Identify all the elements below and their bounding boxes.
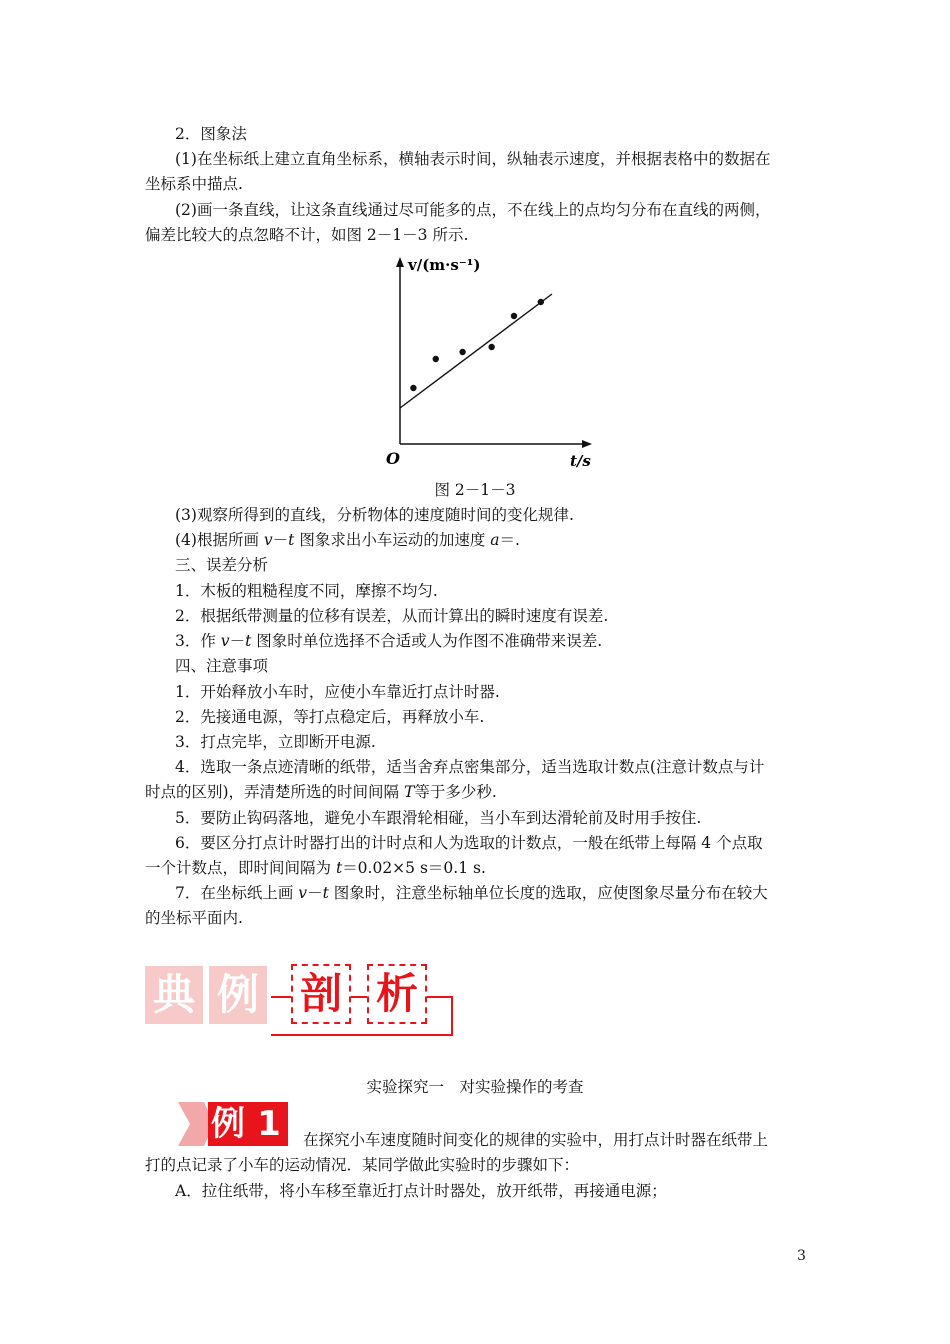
- banner-char-2: 例: [216, 970, 259, 1019]
- note-item-7-line-1: 7．在坐标纸上画 v－t 图象时，注意坐标轴单位长度的选取，应使图象尽量分布在较大: [175, 884, 768, 902]
- data-point-3: [459, 349, 465, 355]
- figure-caption: 图 2－1－3: [434, 481, 516, 499]
- data-point-2: [433, 356, 439, 362]
- x-axis-label: t/s: [570, 452, 591, 470]
- x-axis-arrow: [582, 440, 592, 448]
- data-point-5: [511, 313, 517, 319]
- data-point-6: [538, 299, 544, 305]
- velocity-time-chart: [380, 250, 610, 480]
- error-item-1: 1．木板的粗糙程度不同，摩擦不均匀.: [175, 582, 438, 600]
- banner-underline-bottom: [271, 1034, 453, 1036]
- y-axis-label: v/(m·s⁻¹): [408, 256, 481, 274]
- origin-label: O: [386, 449, 400, 468]
- chart-points-group: [410, 299, 544, 391]
- data-point-1: [410, 385, 416, 391]
- paragraph-1-line-2: 坐标系中描点.: [145, 175, 243, 193]
- paragraph-2-line-2: 偏差比较大的点忽略不计，如图 2－1－3 所示.: [145, 226, 469, 244]
- note-item-4-line-1: 4．选取一条点迹清晰的纸带，适当舍弃点密集部分，适当选取计数点(注意计数点与计: [175, 758, 765, 776]
- error-item-3: 3．作 v－t 图象时单位选择不合适或人为作图不准确带来误差.: [175, 632, 603, 650]
- note-item-2: 2．先接通电源，等打点稳定后，再释放小车.: [175, 708, 485, 726]
- chart-fit-line-group: [400, 294, 552, 408]
- example-heading: 实验探究一 对实验操作的考查: [366, 1078, 584, 1096]
- note-item-3: 3．打点完毕，立即断开电源.: [175, 733, 376, 751]
- fit-line: [400, 294, 552, 408]
- note-item-1: 1．开始释放小车时，应使小车靠近打点计时器.: [175, 683, 500, 701]
- data-point-4: [488, 344, 494, 350]
- note-item-4-line-2: 时点的区别)，弄清楚所选的时间间隔 T等于多少秒.: [145, 783, 497, 801]
- section-4-title: 四、注意事项: [175, 657, 269, 675]
- section-2-title: 2．图象法: [175, 125, 247, 143]
- banner-right-edge: [451, 996, 453, 1036]
- chart-axes: [396, 257, 592, 448]
- note-item-6-line-2: 一个计数点，即时间间隔为 t＝0.02×5 s＝0.1 s.: [145, 859, 486, 877]
- paragraph-1-line-1: (1)在坐标纸上建立直角坐标系，横轴表示时间，纵轴表示速度，并根据表格中的数据在: [175, 150, 771, 168]
- example-1-badge: [178, 1102, 288, 1146]
- y-axis-arrow: [396, 257, 404, 267]
- banner-char-1: 典: [152, 970, 195, 1019]
- note-item-5: 5．要防止钩码落地，避免小车跟滑轮相碰，当小车到达滑轮前及时用手按住.: [175, 809, 702, 827]
- example-badge-number: 1: [257, 1104, 281, 1144]
- banner-char-4: 析: [375, 969, 418, 1018]
- paragraph-4: (4)根据所画 v－t 图象求出小车运动的加速度 a＝.: [175, 531, 520, 549]
- note-item-7-line-2: 的坐标平面内.: [145, 909, 243, 927]
- note-item-6-line-1: 6．要区分打点计时器打出的计时点和人为选取的计数点，一般在纸带上每隔 4 个点取: [175, 834, 763, 852]
- banner-char-3: 剖: [299, 969, 342, 1018]
- page-number: 3: [797, 1248, 806, 1264]
- section-3-title: 三、误差分析: [175, 556, 269, 574]
- paragraph-3: (3)观察所得到的直线，分析物体的速度随时间的变化规律.: [175, 506, 574, 524]
- paragraph-2-line-1: (2)画一条直线，让这条直线通过尽可能多的点，不在线上的点均匀分布在直线的两侧，: [175, 201, 771, 219]
- error-item-2: 2．根据纸带测量的位移有误差，从而计算出的瞬时速度有误差.: [175, 607, 609, 625]
- example-option-a: A．拉住纸带，将小车移至靠近打点计时器处，放开纸带，再接通电源；: [175, 1182, 667, 1200]
- example-badge-char: 例: [211, 1104, 245, 1144]
- typical-examples-banner: [145, 960, 465, 1040]
- example-question-line-2: 打的点记录了小车的运动情况．某同学做此实验时的步骤如下：: [145, 1156, 580, 1174]
- example-question-line-1: 在探究小车速度随时间变化的规律的实验中，用打点计时器在纸带上: [303, 1131, 769, 1149]
